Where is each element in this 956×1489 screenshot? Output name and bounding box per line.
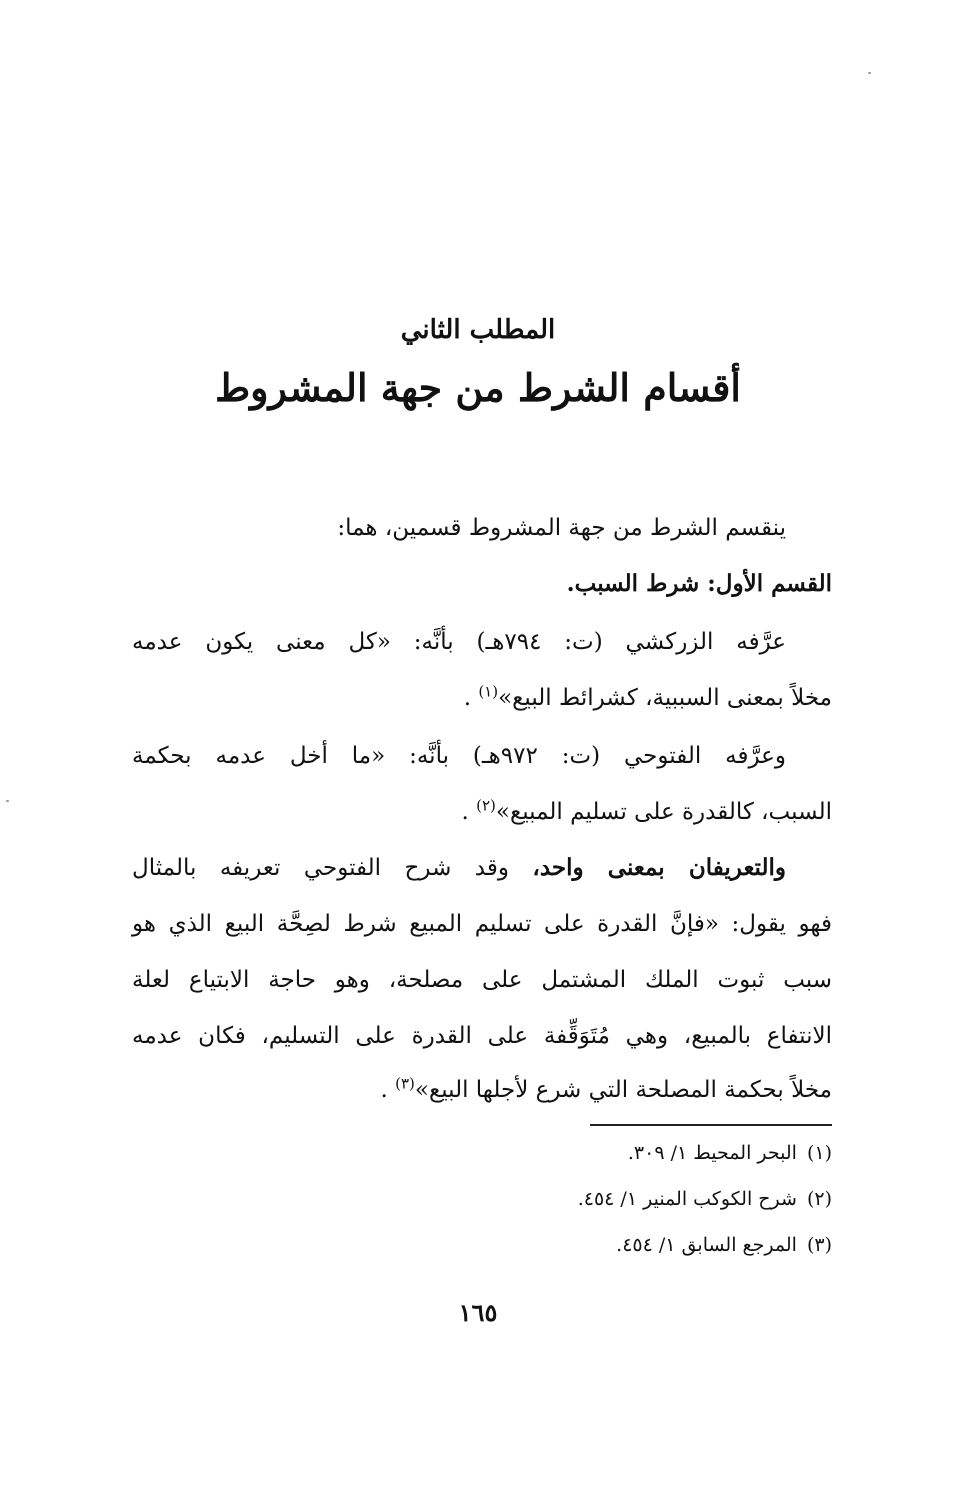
footnote-3-number: (٣) — [806, 1234, 832, 1256]
footnote-2-number: (٢) — [806, 1188, 832, 1210]
scan-speck — [6, 800, 9, 802]
section-subtitle: المطلب الثاني — [400, 315, 556, 345]
paragraph-3-line-2: فهو يقول: «فإنَّ القدرة على تسليم المبيع شرط لصِحَّة البيع الذي هو — [132, 911, 832, 937]
footnote-1-number: (١) — [806, 1142, 832, 1164]
paragraph-3-line-1 — [132, 848, 832, 888]
section-heading: القسم الأول: شرط السبب. — [566, 570, 832, 597]
footnote-3-text: المرجع السابق ١/ ٤٥٤. — [616, 1234, 797, 1256]
paragraph-3-bold-lead: والتعريفان بمعنى واحد، — [532, 854, 786, 881]
paragraph-1-line-2-text: مخلاً بمعنى السببية، كشرائط البيع» — [498, 685, 832, 711]
paragraph-3-end: . — [380, 1077, 388, 1103]
paragraph-3-line-1-rest: وقد شرح الفتوحي تعريفه بالمثال — [132, 855, 509, 881]
footnote-2-text: شرح الكوكب المنير ١/ ٤٥٤. — [577, 1188, 797, 1210]
paragraph-1-line-2 — [132, 678, 832, 718]
paragraph-2-line-2 — [132, 792, 832, 832]
footnote-1-text: البحر المحيط ١/ ٣٠٩. — [627, 1142, 797, 1164]
scan-speck — [868, 72, 871, 74]
section-title: أقسام الشرط من جهة المشروط — [215, 365, 741, 410]
paragraph-2-line-2-text: السبب، كالقدرة على تسليم المبيع» — [495, 799, 832, 825]
paragraph-3-line-4: الانتفاع بالمبيع، وهي مُتَوَقِّفة على القدرة على التسليم، فكان عدمه — [132, 1023, 832, 1049]
intro-line: ينقسم الشرط من جهة المشروط قسمين، هما: — [337, 515, 786, 541]
paragraph-1-line-1: عرَّفه الزركشي (ت: ٧٩٤هـ) بأنَّه: «كل معنى يكون عدمه — [132, 629, 786, 655]
paragraph-3-line-5-text: مخلاً بحكمة المصلحة التي شرع لأجلها البيع» — [414, 1077, 832, 1103]
footnote-2 — [300, 1182, 832, 1216]
page-number: ١٦٥ — [458, 1298, 498, 1327]
footnote-ref-2: (٢) — [476, 796, 496, 815]
paragraph-3-line-5 — [132, 1070, 832, 1110]
paragraph-2-line-1: وعرَّفه الفتوحي (ت: ٩٧٢هـ) بأنَّه: «ما أخل عدمه بحكمة — [132, 743, 786, 769]
footnote-ref-3: (٣) — [395, 1074, 415, 1093]
paragraph-2-end: . — [461, 799, 469, 825]
footnote-3 — [300, 1228, 832, 1262]
paragraph-3-line-3: سبب ثبوت الملك المشتمل على مصلحة، وهو حاجة الابتياع لعلة — [132, 967, 832, 993]
paragraph-1-end: . — [463, 685, 471, 711]
footnote-1 — [300, 1136, 832, 1170]
footnote-divider — [590, 1124, 832, 1126]
footnote-ref-1: (١) — [478, 682, 499, 701]
